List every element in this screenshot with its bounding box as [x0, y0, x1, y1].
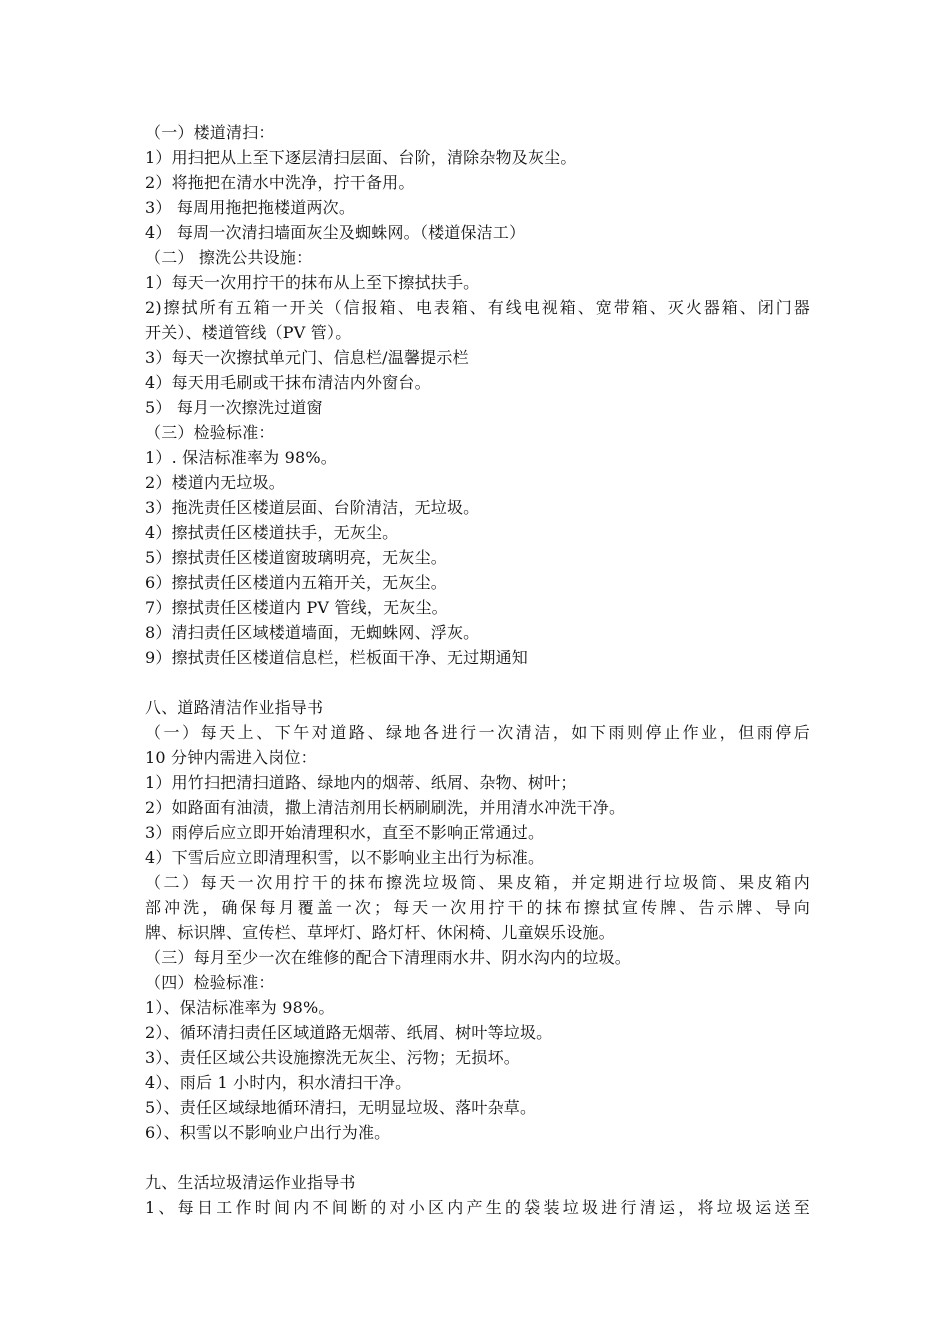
text-line: 3） 每周用拖把拖楼道两次。 [145, 198, 356, 217]
text-line: 牌、标识牌、宣传栏、草坪灯、路灯杆、休闲椅、儿童娱乐设施。 [145, 923, 615, 942]
text-line: 6）擦拭责任区楼道内五箱开关，无灰尘。 [145, 573, 447, 592]
chapter-heading-road-cleaning: 八、道路清洁作业指导书 [145, 698, 324, 717]
text-line: 5）擦拭责任区楼道窗玻璃明亮，无灰尘。 [145, 548, 447, 567]
text-line: 1）每天一次用拧干的抹布从上至下擦拭扶手。 [145, 273, 480, 292]
text-line: 2）如路面有油渍，撒上清洁剂用长柄刷刷洗，并用清水冲洗干净。 [145, 798, 626, 817]
text-line: 8）清扫责任区域楼道墙面，无蜘蛛网、浮灰。 [145, 623, 480, 642]
text-line: 9）擦拭责任区楼道信息栏，栏板面干净、无过期通知 [145, 648, 528, 667]
text-line: 2)擦拭所有五箱一开关（信报箱、电表箱、有线电视箱、宽带箱、灭火器箱、闭门器 [145, 298, 810, 317]
blank-line [145, 1145, 810, 1170]
section-heading-facility-cleaning: （二） 擦洗公共设施： [145, 248, 313, 267]
text-line: 部冲洗，确保每月覆盖一次；每天一次用拧干的抹布擦拭宣传牌、告示牌、导向 [145, 898, 810, 917]
text-line: （一）每天上、下午对道路、绿地各进行一次清洁，如下雨则停止作业，但雨停后 [145, 723, 810, 742]
text-line: 3）、责任区域公共设施擦洗无灰尘、污物；无损坏。 [145, 1048, 520, 1067]
text-line: 4） 每周一次清扫墙面灰尘及蜘蛛网。（楼道保洁工） [145, 223, 526, 242]
section-heading-stairwell-sweeping: （一）楼道清扫： [145, 123, 275, 142]
text-line: 1）. 保洁标准率为 98%。 [145, 448, 338, 467]
text-line: 4）、雨后 1 小时内，积水清扫干净。 [145, 1073, 412, 1092]
text-line: 4）下雪后应立即清理积雪，以不影响业主出行为标准。 [145, 848, 545, 867]
text-line: 1）、保洁标准率为 98%。 [145, 998, 335, 1017]
text-line: 5） 每月一次擦洗过道窗 [145, 398, 323, 417]
text-line: 7）擦拭责任区楼道内 PV 管线，无灰尘。 [145, 598, 448, 617]
text-line: 4）每天用毛刷或干抹布清洁内外窗台。 [145, 373, 431, 392]
text-line: 1）用扫把从上至下逐层清扫层面、台阶，清除杂物及灰尘。 [145, 148, 577, 167]
text-line: 5）、责任区域绿地循环清扫，无明显垃圾、落叶杂草。 [145, 1098, 537, 1117]
text-line: 6）、积雪以不影响业户出行为准。 [145, 1123, 391, 1142]
document-body [145, 120, 810, 1220]
section-heading-inspection-standards: （三）检验标准： [145, 423, 275, 442]
chapter-heading-garbage-removal: 九、生活垃圾清运作业指导书 [145, 1173, 356, 1192]
text-line: （二）每天一次用拧干的抹布擦洗垃圾筒、果皮箱，并定期进行垃圾筒、果皮箱内 [145, 873, 810, 892]
text-line: 1）用竹扫把清扫道路、绿地内的烟蒂、纸屑、杂物、树叶； [145, 773, 577, 792]
blank-line [145, 670, 810, 695]
text-line: 2）楼道内无垃圾。 [145, 473, 285, 492]
section-heading-road-inspection: （四）检验标准： [145, 973, 275, 992]
text-line: 2）将拖把在清水中洗净，拧干备用。 [145, 173, 415, 192]
text-line: 1、每日工作时间内不间断的对小区内产生的袋装垃圾进行清运，将垃圾运送至 [145, 1198, 810, 1217]
text-line: 开关）、楼道管线（PV 管）。 [145, 323, 352, 342]
text-line: 3）雨停后应立即开始清理积水，直至不影响正常通过。 [145, 823, 545, 842]
text-line: 2）、循环清扫责任区域道路无烟蒂、纸屑、树叶等垃圾。 [145, 1023, 553, 1042]
text-line: 10 分钟内需进入岗位： [145, 748, 317, 767]
text-line: 4）擦拭责任区楼道扶手，无灰尘。 [145, 523, 399, 542]
text-line: 3）每天一次擦拭单元门、信息栏/温馨提示栏 [145, 348, 469, 367]
text-line: 3）拖洗责任区楼道层面、台阶清洁，无垃圾。 [145, 498, 480, 517]
text-line: （三）每月至少一次在维修的配合下清理雨水井、阴水沟内的垃圾。 [145, 948, 632, 967]
